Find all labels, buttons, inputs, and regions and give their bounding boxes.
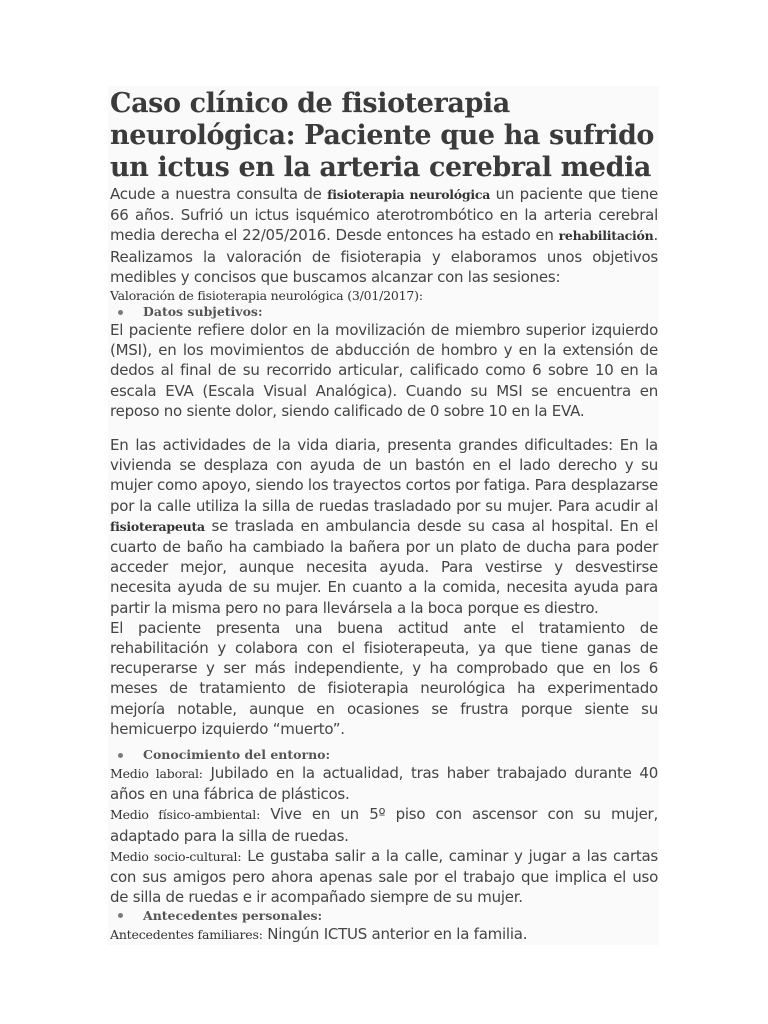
avd-paragraph <box>110 435 658 618</box>
medio-fisico-paragraph <box>110 804 658 845</box>
avd-text-2: se traslada en ambulancia desde su casa al hospital. En el cuarto de baño ha cambiado la bañera por un plato de ducha para poder acceder mejor, aunque necesita ayuda. Para vestirse y desvestirse necesita ayuda de su mujer. En cuanto a la comida, necesita ayuda para partir la misma pero no para llevársela a la boca porque es diestro. <box>110 516 658 617</box>
document-title: Caso clínico de fisioterapia neurológica: Paciente que ha sufrido un ictus en la arteria cerebral media <box>110 88 655 183</box>
bullet-dot <box>118 310 123 315</box>
keyword-fisioterapeuta: fisioterapeuta <box>110 518 205 534</box>
intro-paragraph <box>110 184 658 287</box>
bullet-dot <box>118 753 123 758</box>
medio-laboral-text: Jubilado en la actualidad, tras haber trabajado durante 40 años en una fábrica de plásticos. <box>110 764 658 804</box>
dolor-paragraph: El paciente refiere dolor en la movilización de miembro superior izquierdo (MSI), en los movimientos de abducción de hombro y en la extensión de dedos al final de su recorrido articular, calificado como 6 sobre 10 en la escala EVA (Escala Visual Analógica). Cuando su MSI se encuentra en reposo no siente dolor, siendo calificado de 0 sobre 10 en la EVA. <box>110 321 658 420</box>
spacer <box>110 739 658 747</box>
keyword-fisioterapia-neurologica: fisioterapia neurológica <box>327 187 491 202</box>
valoracion-heading: Valoración de fisioterapia neurológica (3/01/2017): <box>110 288 423 304</box>
medio-fisico-label: Medio físico-ambiental: <box>110 807 261 823</box>
intro-text-2: un paciente que tiene 66 años. Sufrió un ictus isquémico aterotrombótico en la arteria cerebral media derecha el 22/05/2016. Desde entonces ha estado en <box>110 185 658 245</box>
medio-fisico-text: Vive en un 5º piso con ascensor con su mujer, adaptado para la silla de ruedas. <box>110 805 658 845</box>
antecedentes-familiares-label: Antecedentes familiares: <box>110 926 263 942</box>
intro-text-3: . Realizamos la valoración de fisioterapia y elaboramos unos objetivos medibles y concisos que buscamos alcanzar con las sesiones: <box>110 226 658 286</box>
antecedentes-familiares-text: Ningún ICTUS anterior en la familia. <box>262 924 528 943</box>
keyword-rehabilitacion: rehabilitación <box>558 228 654 244</box>
medio-socio-text: Le gustaba salir a la calle, caminar y jugar a las cartas con sus amigos pero ahora apenas sale por el trabajo que implica el uso de silla de ruedas e ir acompañado siempre de su mujer. <box>110 846 658 907</box>
entorno-heading: Conocimiento del entorno: <box>143 747 331 763</box>
actitud-paragraph: El paciente presenta una buena actitud ante el tratamiento de rehabilitación y colabora con el fisioterapeuta, ya que tiene ganas de recuperarse y ser más independiente, y ha comprobado que en los 6 meses de tratamiento de fisioterapia neurológica ha experimentado mejoría notable, aunque en ocasiones se frustra porque siente su hemicuerpo izquierdo “muerto”. <box>110 618 658 738</box>
avd-text-1: En las actividades de la vida diaria, presenta grandes dificultades: En la vivienda se desplaza con ayuda de un bastón en el lado derecho y su mujer como apoyo, siendo los trayectos cortos por fatiga. Para desplazarse por la calle utiliza la silla de ruedas trasladado por su mujer. Para acudir al <box>110 436 658 515</box>
antecedentes-familiares-paragraph <box>110 924 658 945</box>
bullet-dot <box>118 913 123 918</box>
antecedentes-heading: Antecedentes personales: <box>143 907 323 923</box>
document-page <box>108 86 659 945</box>
intro-text-1: Acude a nuestra consulta de <box>110 185 328 203</box>
spacer <box>110 421 658 435</box>
medio-socio-label: Medio socio-cultural: <box>110 848 242 864</box>
bullet-antecedentes-personales <box>110 908 658 924</box>
bullet-datos-subjetivos <box>110 304 658 320</box>
medio-socio-paragraph <box>110 846 658 908</box>
bullet-conocimiento-entorno <box>110 747 658 763</box>
datos-subjetivos-heading: Datos subjetivos: <box>143 304 263 320</box>
medio-laboral-label: Medio laboral: <box>110 766 203 782</box>
medio-laboral-paragraph <box>110 763 658 804</box>
